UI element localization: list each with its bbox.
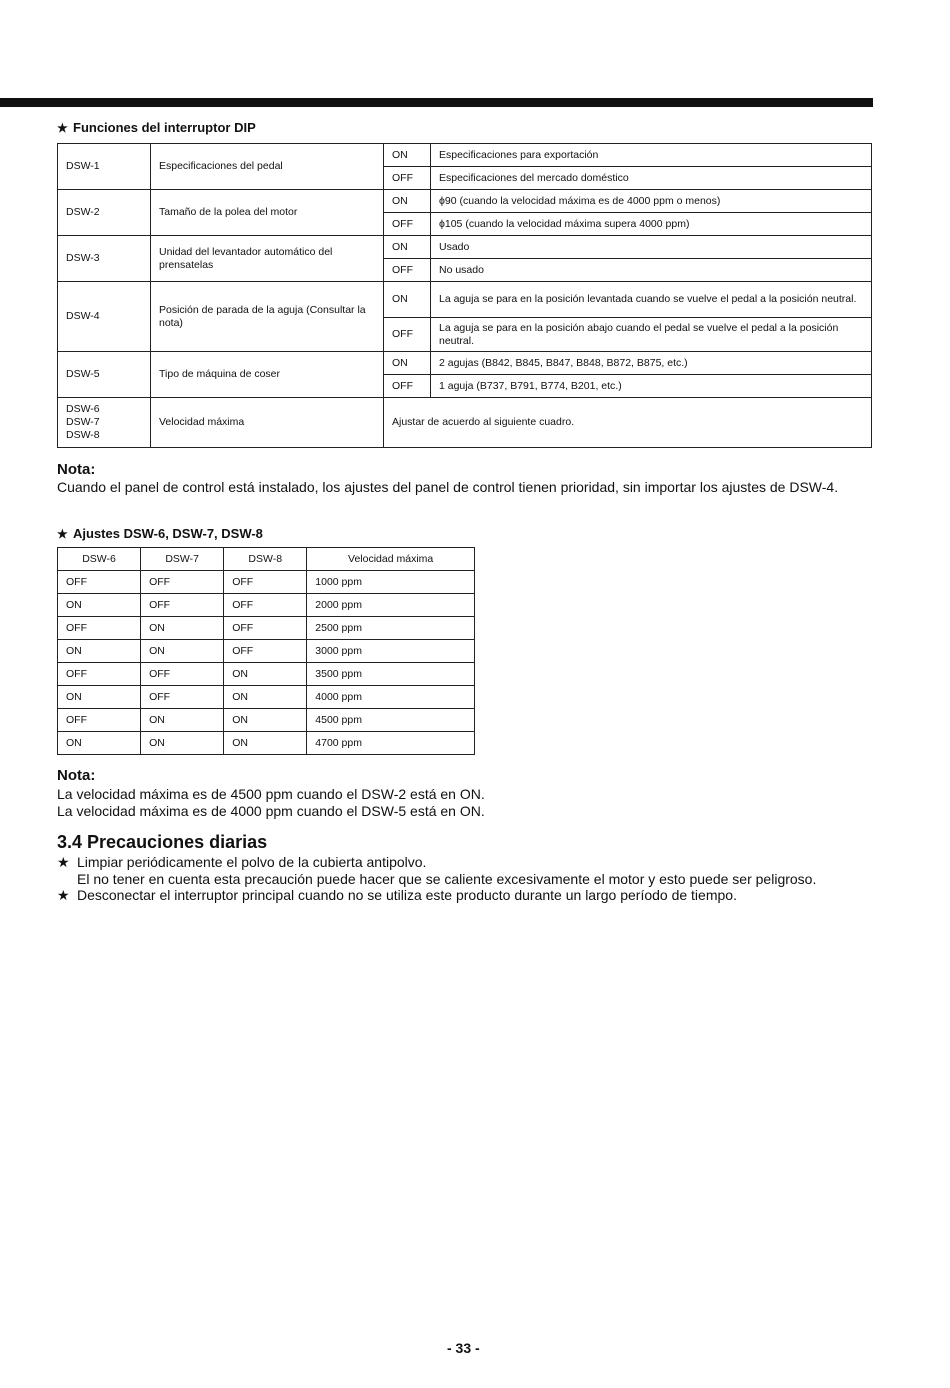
table-cell: OFF (224, 594, 307, 617)
table-cell: OFF (224, 571, 307, 594)
table-row (58, 709, 475, 732)
table-cell: ON (58, 686, 141, 709)
precautions-list (57, 854, 887, 904)
on-description: 2 agujas (B842, B845, B847, B848, B872, B875, etc.) (431, 352, 872, 375)
switch-function: Posición de parada de la aguja (Consultar la nota) (151, 282, 384, 352)
table-cell: OFF (141, 686, 224, 709)
setting-description: Ajustar de acuerdo al siguiente cuadro. (384, 398, 872, 448)
table-cell: ON (58, 640, 141, 663)
switch-label: DSW-6 (66, 403, 100, 415)
table-row (58, 352, 872, 375)
on-description: La aguja se para en la posición levantada cuando se vuelve el pedal a la posición neutral. (431, 282, 872, 318)
off-description: Especificaciones del mercado doméstico (431, 167, 872, 190)
table-cell: 3000 ppm (307, 640, 475, 663)
table-cell: ON (224, 732, 307, 755)
table-cell: 4500 ppm (307, 709, 475, 732)
on-description: ϕ90 (cuando la velocidad máxima es de 4000 ppm o menos) (431, 190, 872, 213)
switch-name: DSW-3 (58, 236, 151, 282)
column-header: Velocidad máxima (307, 548, 475, 571)
top-rule (0, 98, 873, 107)
table-row (58, 663, 475, 686)
table-row (58, 144, 872, 167)
switch-name: DSW-5 (58, 352, 151, 398)
table-cell: ON (224, 686, 307, 709)
nota-line: La velocidad máxima es de 4500 ppm cuando el DSW-2 está en ON. (57, 786, 485, 802)
column-header: DSW-8 (224, 548, 307, 571)
table-row (58, 732, 475, 755)
off-label: OFF (384, 213, 431, 236)
nota-title: Nota: (57, 767, 96, 784)
switch-function: Tipo de máquina de coser (151, 352, 384, 398)
on-label: ON (384, 144, 431, 167)
on-label: ON (384, 282, 431, 318)
table-cell: 2000 ppm (307, 594, 475, 617)
switch-function: Unidad del levantador automático del prensatelas (151, 236, 384, 282)
list-item: ★ Limpiar periódicamente el polvo de la cubierta antipolvo. (57, 854, 427, 870)
switch-name: DSW-2 (58, 190, 151, 236)
nota-title: Nota: (57, 461, 96, 478)
table-cell: OFF (224, 640, 307, 663)
on-description: Especificaciones para exportación (431, 144, 872, 167)
switch-function: Tamaño de la polea del motor (151, 190, 384, 236)
off-description: La aguja se para en la posición abajo cuando el pedal se vuelve el pedal a la posición neutral. (431, 318, 872, 352)
dip-heading: ★ Funciones del interruptor DIP (57, 120, 256, 135)
table-cell: ON (58, 732, 141, 755)
table-row (58, 398, 872, 448)
star-bullet: ★ (57, 121, 68, 135)
speed-settings-table (57, 547, 475, 755)
table-cell: OFF (141, 571, 224, 594)
table-cell: OFF (58, 709, 141, 732)
off-label: OFF (384, 167, 431, 190)
table-cell: ON (224, 663, 307, 686)
switch-name: DSW-4 (58, 282, 151, 352)
on-description: Usado (431, 236, 872, 259)
table-row (58, 571, 475, 594)
table-row (58, 594, 475, 617)
dip-functions-table (57, 143, 872, 448)
table-cell: ON (141, 617, 224, 640)
table-cell: 3500 ppm (307, 663, 475, 686)
table-row (58, 282, 872, 318)
table-cell: OFF (141, 663, 224, 686)
switch-label: DSW-8 (66, 429, 100, 441)
table-cell: 4000 ppm (307, 686, 475, 709)
switch-label: DSW-7 (66, 416, 100, 428)
list-item: El no tener en cuenta esta precaución puede hacer que se caliente excesivamente el motor y esto puede ser peligroso. (77, 870, 817, 887)
table-cell: OFF (58, 617, 141, 640)
star-bullet: ★ (57, 527, 68, 541)
table-cell: ON (224, 709, 307, 732)
on-label: ON (384, 352, 431, 375)
list-item: ★ Desconectar el interruptor principal cuando no se utiliza este producto durante un largo período de tiempo. (57, 887, 737, 903)
column-header: DSW-7 (141, 548, 224, 571)
table-cell: ON (58, 594, 141, 617)
nota-text (57, 786, 485, 820)
off-description: No usado (431, 259, 872, 282)
table-row (58, 190, 872, 213)
section-title: 3.4 Precauciones diarias (57, 832, 268, 852)
off-label: OFF (384, 259, 431, 282)
off-description: ϕ105 (cuando la velocidad máxima supera 4000 ppm) (431, 213, 872, 236)
table-cell: OFF (58, 571, 141, 594)
table-cell: 2500 ppm (307, 617, 475, 640)
table-cell: 4700 ppm (307, 732, 475, 755)
speed-heading: ★ Ajustes DSW-6, DSW-7, DSW-8 (57, 526, 263, 541)
switch-name (58, 398, 151, 448)
table-row (58, 236, 872, 259)
switch-name: DSW-1 (58, 144, 151, 190)
table-cell: 1000 ppm (307, 571, 475, 594)
table-cell: OFF (58, 663, 141, 686)
table-cell: ON (141, 709, 224, 732)
off-label: OFF (384, 375, 431, 398)
on-label: ON (384, 236, 431, 259)
column-header: DSW-6 (58, 548, 141, 571)
table-cell: ON (141, 732, 224, 755)
off-description: 1 aguja (B737, B791, B774, B201, etc.) (431, 375, 872, 398)
table-row (58, 640, 475, 663)
table-cell: OFF (224, 617, 307, 640)
off-label: OFF (384, 318, 431, 352)
nota-line: La velocidad máxima es de 4000 ppm cuando el DSW-5 está en ON. (57, 803, 485, 819)
table-cell: ON (141, 640, 224, 663)
table-row (58, 617, 475, 640)
table-cell: OFF (141, 594, 224, 617)
on-label: ON (384, 190, 431, 213)
page-number: - 33 - (447, 1340, 480, 1356)
switch-function: Velocidad máxima (151, 398, 384, 448)
nota-text: Cuando el panel de control está instalado, los ajustes del panel de control tienen prioridad, sin importar los ajustes de DSW-4. (57, 479, 839, 495)
table-row (58, 686, 475, 709)
switch-function: Especificaciones del pedal (151, 144, 384, 190)
